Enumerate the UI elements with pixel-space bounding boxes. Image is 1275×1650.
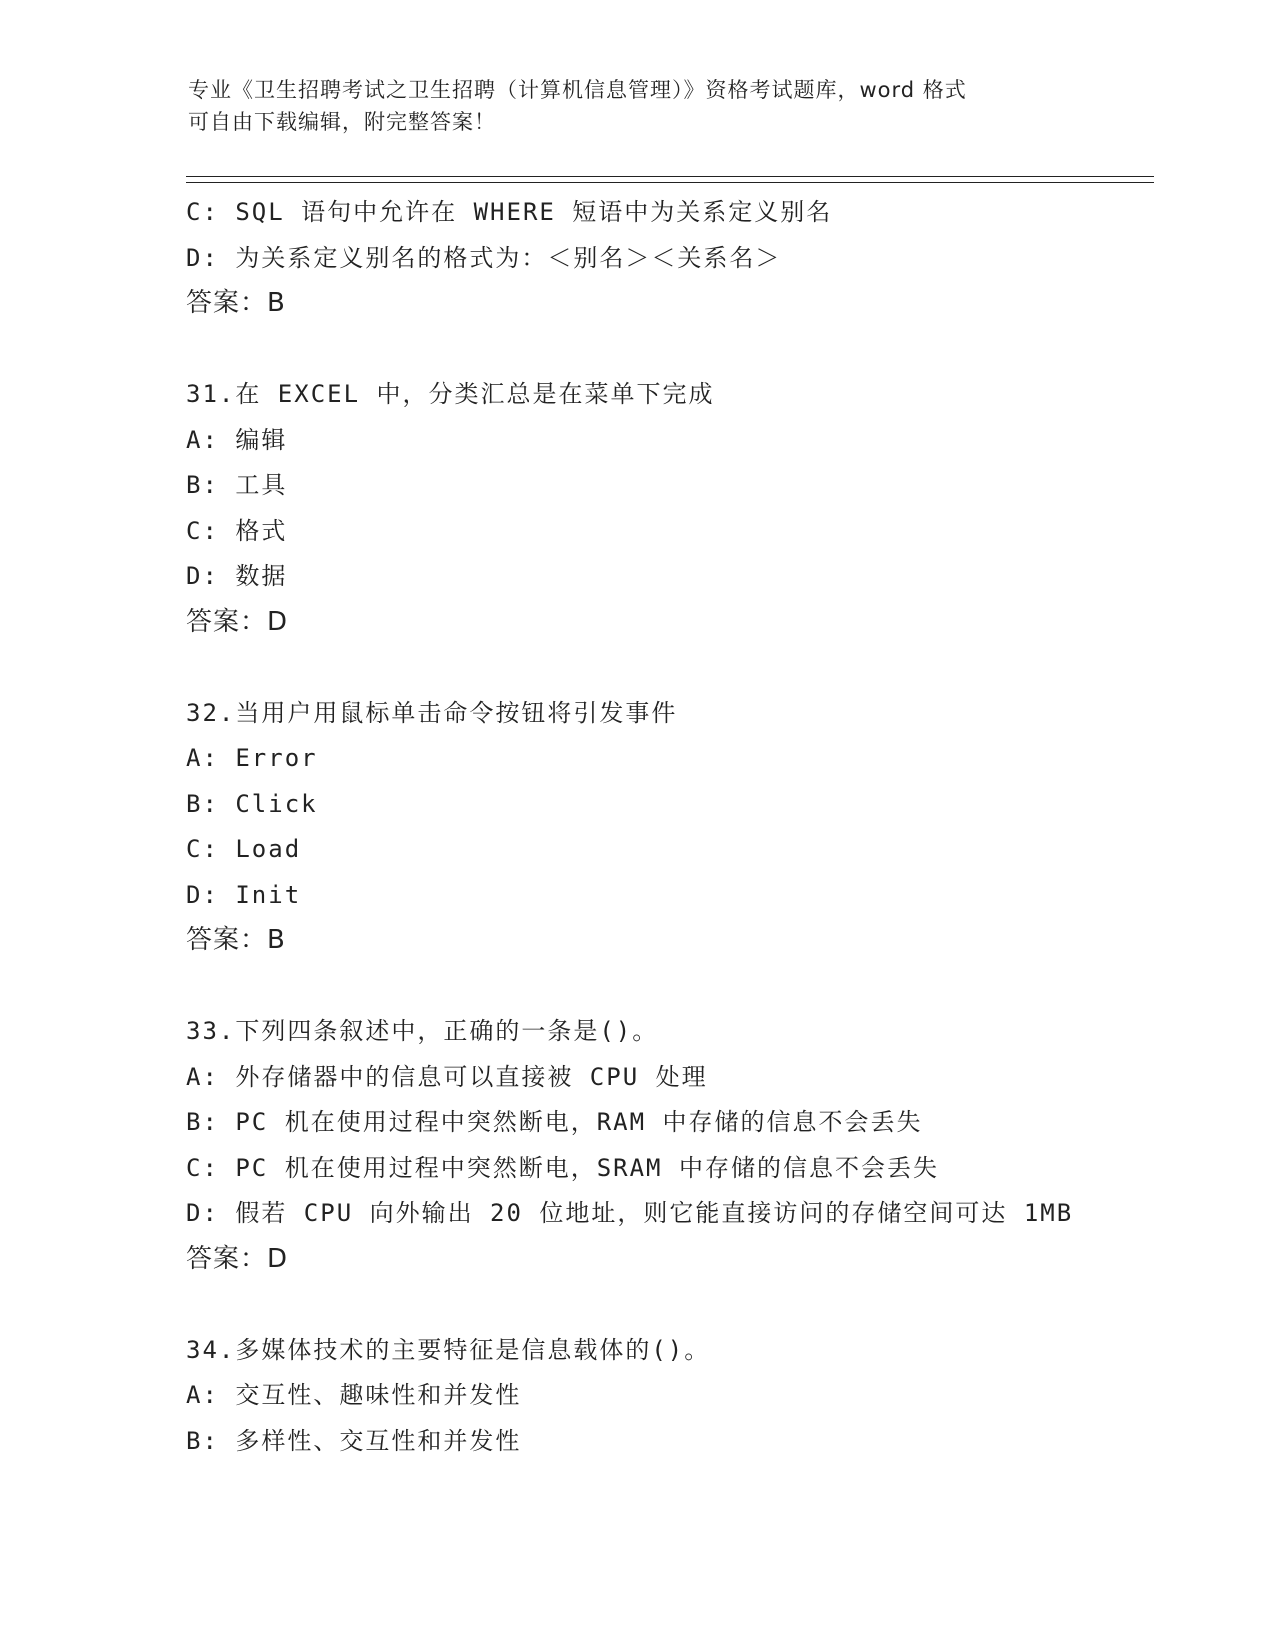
question-spacer <box>186 645 1186 691</box>
header-divider-top <box>186 176 1154 177</box>
option-b: B: PC 机在使用过程中突然断电，RAM 中存储的信息不会丢失 <box>186 1108 923 1136</box>
question-spacer <box>186 1282 1186 1328</box>
option-b: B: Click <box>186 789 318 818</box>
option-d: D: 假若 CPU 向外输出 20 位地址，则它能直接访问的存储空间可达 1MB <box>186 1199 1074 1227</box>
question-33 <box>186 1009 1186 1282</box>
document-header <box>188 74 1088 138</box>
answer-line: 答案：D <box>186 1243 289 1274</box>
answer-line: 答案：D <box>186 606 289 637</box>
option-b: B: 工具 <box>186 471 288 499</box>
option-c: C: SQL 语句中允许在 WHERE 短语中为关系定义别名 <box>186 198 833 226</box>
option-b: B: 多样性、交互性和并发性 <box>186 1426 522 1455</box>
question-stem: 33.下列四条叙述中，正确的一条是()。 <box>186 1017 659 1045</box>
header-title-line-1: 专业《卫生招聘考试之卫生招聘（计算机信息管理）》资格考试题库，word 格式 <box>188 78 967 102</box>
question-spacer <box>186 964 1186 1010</box>
question-31 <box>186 372 1186 645</box>
option-d: D: Init <box>186 880 302 909</box>
header-divider-bottom <box>186 182 1154 183</box>
question-30-continued <box>186 190 1186 327</box>
option-d: D: 为关系定义别名的格式为：＜别名＞＜关系名＞ <box>186 243 782 272</box>
header-title-line-2: 可自由下载编辑，附完整答案！ <box>188 110 496 134</box>
option-d: D: 数据 <box>186 562 288 590</box>
option-a: A: 外存储器中的信息可以直接被 CPU 处理 <box>186 1062 708 1091</box>
question-32 <box>186 691 1186 964</box>
option-c: C: Load <box>186 835 302 863</box>
question-stem: 34.多媒体技术的主要特征是信息载体的()。 <box>186 1335 711 1364</box>
option-c: C: 格式 <box>186 516 288 545</box>
question-34 <box>186 1328 1186 1465</box>
answer-line: 答案：B <box>186 288 286 318</box>
question-spacer <box>186 327 1186 373</box>
option-a: A: Error <box>186 744 318 772</box>
question-stem: 32.当用户用鼠标单击命令按钮将引发事件 <box>186 698 678 727</box>
question-stem: 31.在 EXCEL 中，分类汇总是在菜单下完成 <box>186 380 715 408</box>
option-c: C: PC 机在使用过程中突然断电，SRAM 中存储的信息不会丢失 <box>186 1153 939 1182</box>
option-a: A: 编辑 <box>186 425 288 454</box>
option-a: A: 交互性、趣味性和并发性 <box>186 1381 522 1409</box>
question-list <box>186 190 1186 1464</box>
answer-line: 答案：B <box>186 925 286 955</box>
